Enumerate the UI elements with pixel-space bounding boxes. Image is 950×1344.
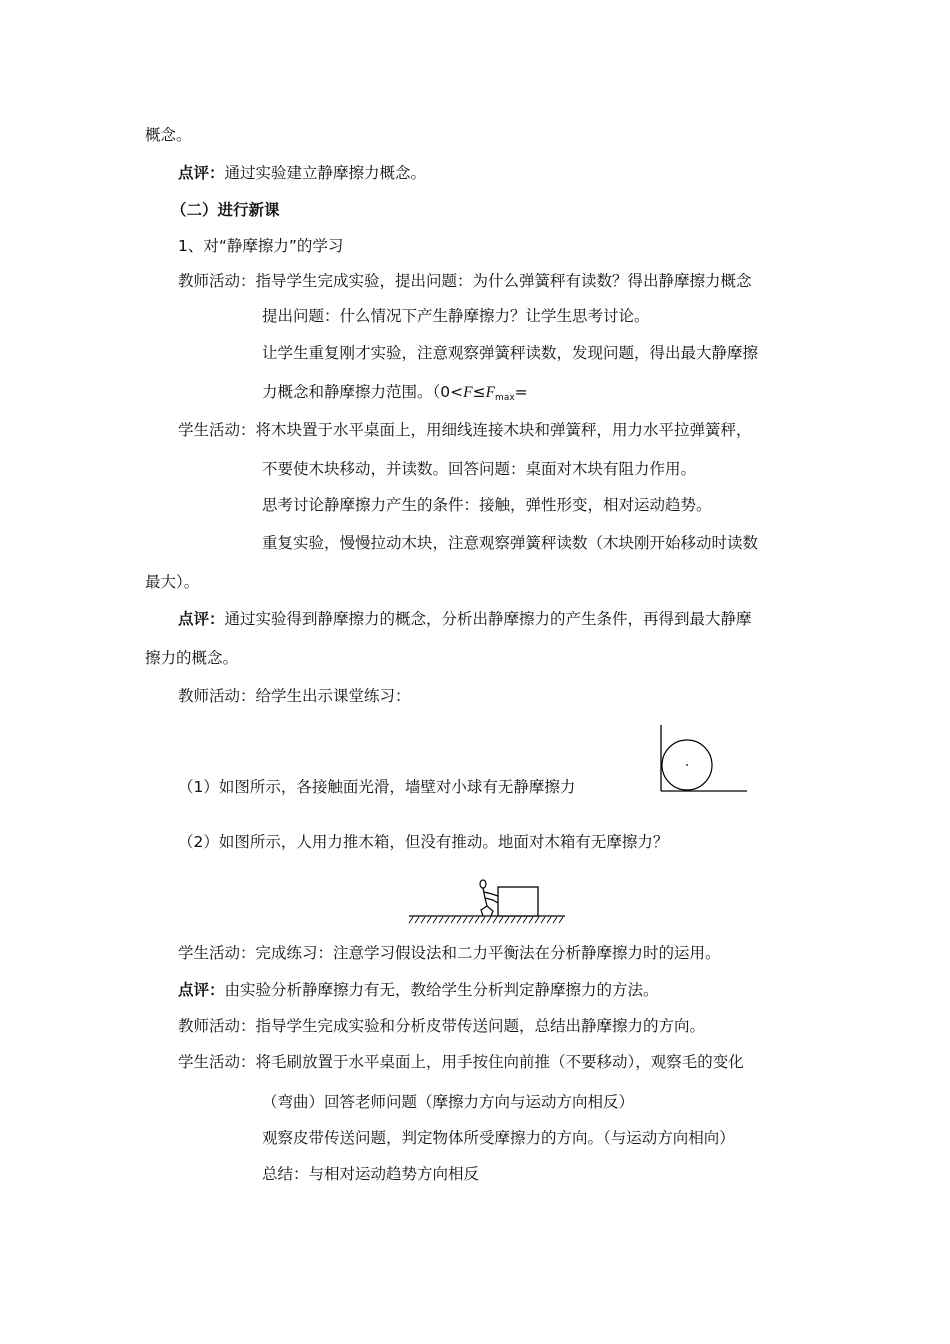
- student-activity-1-line-2: 不要使木块移动，并读数。回答问题：桌面对木块有阻力作用。: [262, 460, 697, 478]
- equals-symbol: =: [514, 383, 528, 401]
- student-activity-1-line-3: 思考讨论静摩擦力产生的条件：接触，弹性形变，相对运动趋势。: [262, 496, 712, 514]
- teacher-activity-2: 教师活动：给学生出示课堂练习：: [178, 687, 411, 705]
- student-activity-3: 学生活动：将毛刷放置于水平桌面上，用手按住向前推（不要移动），观察毛的变化: [178, 1053, 744, 1071]
- subsection-heading: 1、对“静摩擦力”的学习: [178, 237, 344, 255]
- comment-line-2-cont: 擦力的概念。: [145, 649, 239, 667]
- comment-label: 点评：: [178, 610, 225, 628]
- student-activity-2: 学生活动：完成练习：注意学习假设法和二力平衡法在分析静摩擦力时的运用。: [178, 944, 721, 962]
- teacher-activity-1-line-2: 提出问题：什么情况下产生静摩擦力？让学生思考讨论。: [262, 307, 650, 325]
- leq-symbol: ≤: [472, 383, 486, 401]
- force-max-symbol: F: [485, 384, 496, 401]
- comment-text: 通过实验建立静摩擦力概念。: [224, 164, 427, 182]
- exercise-1: （1）如图所示，各接触面光滑，墙壁对小球有无静摩擦力: [178, 778, 576, 796]
- line-1: 概念。: [145, 126, 192, 144]
- comment-label: 点评：: [178, 164, 225, 182]
- comment-line-1: [178, 166, 426, 182]
- person-push-box-diagram: [407, 876, 567, 926]
- comment-line-3: [178, 983, 659, 999]
- teacher-activity-1-line-3: 让学生重复刚才实验，注意观察弹簧秤读数，发现问题，得出最大静摩擦: [262, 344, 759, 362]
- comment-line-2: [178, 612, 752, 628]
- teacher-activity-3: 教师活动：指导学生完成实验和分析皮带传送问题，总结出静摩擦力的方向。: [178, 1017, 706, 1035]
- teacher-activity-1: 教师活动：指导学生完成实验，提出问题：为什么弹簧秤有读数？得出静摩擦力概念: [178, 272, 752, 290]
- comment-text: 通过实验得到静摩擦力的概念，分析出静摩擦力的产生条件，再得到最大静摩: [224, 610, 752, 628]
- section-heading: （二）进行新课: [171, 201, 280, 219]
- student-activity-1-line-4: 重复实验，慢慢拉动木块，注意观察弹簧秤读数（木块刚开始移动时读数: [262, 534, 759, 552]
- force-symbol: F: [463, 384, 473, 401]
- teacher-activity-1-line-4: [262, 385, 528, 403]
- range-text: 力概念和静摩擦力范围。（0<: [262, 383, 464, 401]
- max-subscript: max: [495, 393, 515, 403]
- ball-wall-diagram: [658, 723, 750, 795]
- comment-text: 由实验分析静摩擦力有无，教给学生分析判定静摩擦力的方法。: [224, 981, 659, 999]
- student-activity-1-line-5: 最大）。: [145, 573, 200, 591]
- student-activity-3-line-3: 观察皮带传送问题，判定物体所受摩擦力的方向。（与运动方向相向）: [262, 1129, 735, 1147]
- student-activity-1: 学生活动：将木块置于水平桌面上，用细线连接木块和弹簧秤，用力水平拉弹簧秤，: [178, 421, 752, 439]
- exercise-2: （2）如图所示，人用力推木箱，但没有推动。地面对木箱有无摩擦力？: [178, 833, 669, 851]
- student-activity-3-line-2: （弯曲）回答老师问题（摩擦力方向与运动方向相反）: [262, 1093, 635, 1111]
- comment-label: 点评：: [178, 981, 225, 999]
- student-activity-3-line-4: 总结：与相对运动趋势方向相反: [262, 1165, 480, 1183]
